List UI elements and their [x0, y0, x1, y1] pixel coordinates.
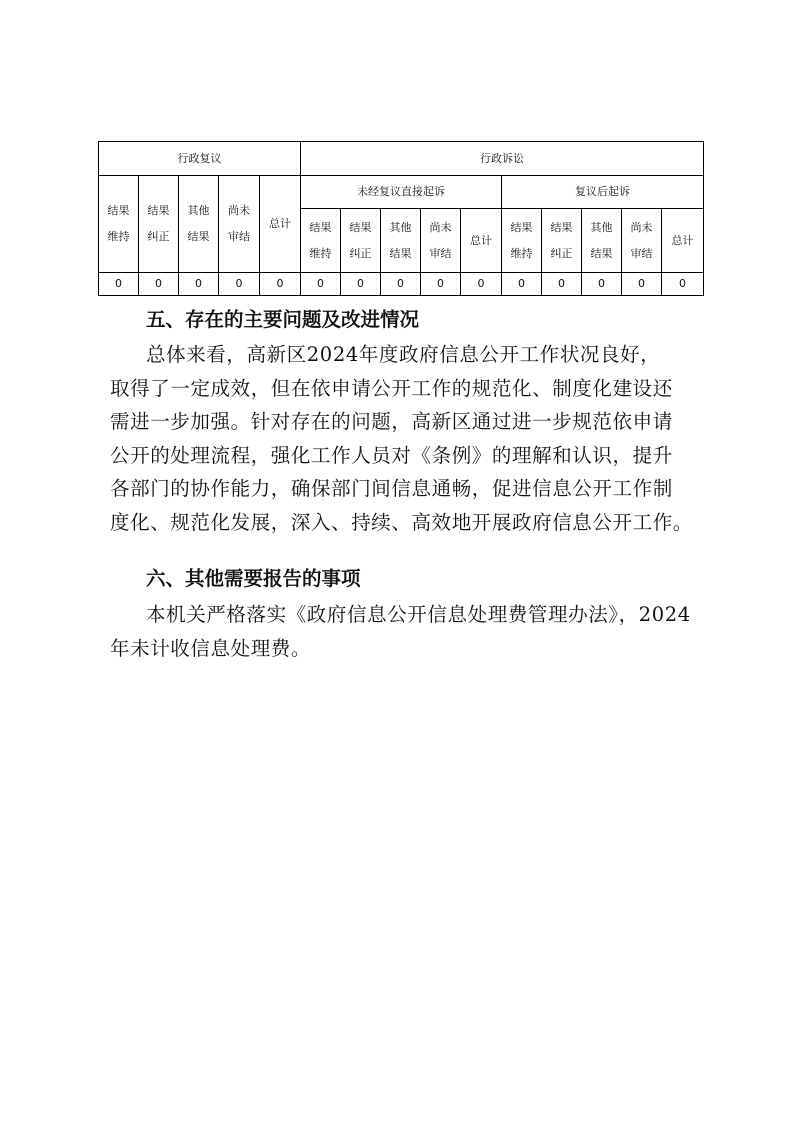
paragraph-line: 各部门的协作能力，确保部门间信息通畅，促进信息公开工作制	[110, 477, 673, 500]
value-cell: 0	[582, 273, 622, 296]
direct-col-2: 结果 纠正	[341, 209, 381, 273]
after-col-2: 结果 纠正	[542, 209, 582, 273]
section-6-paragraph	[110, 598, 700, 665]
review-litigation-table	[98, 141, 704, 296]
value-cell: 0	[421, 273, 461, 296]
direct-suit-header: 未经复议直接起诉	[301, 176, 502, 209]
review-col-1: 结果 维持	[99, 176, 139, 273]
review-col-5: 总计	[260, 176, 301, 273]
paragraph-line: 公开的处理流程，强化工作人员对《条例》的理解和认识，提升	[110, 443, 673, 467]
admin-litigation-header: 行政诉讼	[301, 142, 704, 176]
review-col-2: 结果 纠正	[139, 176, 179, 273]
paragraph-line: 本机关严格落实《政府信息公开信息处理费管理办法》，2024	[146, 603, 691, 626]
direct-col-4: 尚未 审结	[421, 209, 461, 273]
after-col-4: 尚未 审结	[622, 209, 662, 273]
value-cell: 0	[99, 273, 139, 296]
value-cell: 0	[219, 273, 260, 296]
review-col-3: 其他 结果	[179, 176, 219, 273]
value-cell: 0	[502, 273, 542, 296]
paragraph-line: 需进一步加强。针对存在的问题，高新区通过进一步规范依申请	[110, 410, 673, 433]
direct-col-3: 其他 结果	[381, 209, 421, 273]
direct-col-1: 结果 维持	[301, 209, 341, 273]
value-cell: 0	[139, 273, 179, 296]
value-cell: 0	[179, 273, 219, 296]
section-5-paragraph	[110, 338, 700, 539]
value-cell: 0	[260, 273, 301, 296]
section-5-heading: 五、存在的主要问题及改进情况	[146, 308, 420, 331]
value-cell: 0	[301, 273, 341, 296]
value-cell: 0	[381, 273, 421, 296]
paragraph-line: 年未计收信息处理费。	[110, 636, 312, 660]
direct-col-5: 总计	[461, 209, 502, 273]
value-cell: 0	[542, 273, 582, 296]
after-col-5: 总计	[662, 209, 704, 273]
after-col-1: 结果 维持	[502, 209, 542, 273]
paragraph-line: 度化、规范化发展，深入、持续、高效地开展政府信息公开工作。	[110, 510, 693, 534]
value-cell: 0	[622, 273, 662, 296]
section-6-heading: 六、其他需要报告的事项	[146, 567, 361, 590]
after-col-3: 其他 结果	[582, 209, 622, 273]
value-cell: 0	[662, 273, 704, 296]
paragraph-line: 总体来看，高新区2024年度政府信息公开工作状况良好，	[146, 343, 661, 366]
after-review-header: 复议后起诉	[502, 176, 704, 209]
table-row	[99, 273, 704, 296]
review-col-4: 尚未 审结	[219, 176, 260, 273]
admin-review-header: 行政复议	[99, 142, 301, 176]
value-cell: 0	[461, 273, 502, 296]
value-cell: 0	[341, 273, 381, 296]
paragraph-line: 取得了一定成效，但在依申请公开工作的规范化、制度化建设还	[110, 376, 673, 400]
